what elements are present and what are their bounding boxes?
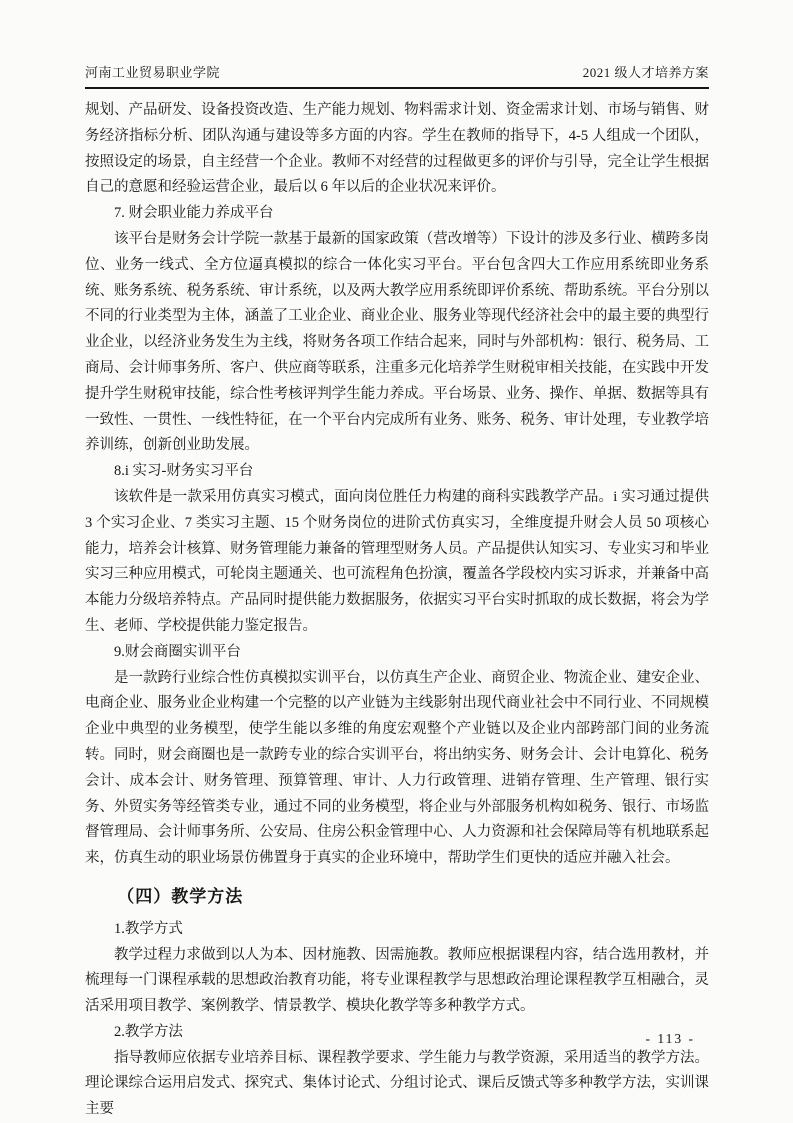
header-doc-title: 2021 级人才培养方案 (582, 65, 709, 80)
numbered-heading-7: 7. 财会职业能力养成平台 (114, 205, 274, 222)
paragraph-platform-9: 是一款跨行业综合性仿真模拟实训平台，以仿真生产企业、商贸企业、物流企业、建安企业、电商企业、服务业企业构建一个完整的以产业链为主线影射出现代商业社会中不同行业、不同规模企业中典型的业务模型，使学生能以多维的角度宏观整个产业链以及企业内部跨部门间的业务流转。同时，财会商圈也是一款跨专业的综合实训平台，将出纳实务、财务会计、会计电算化、税务会计、成本会计、财务管理、预算管理、审计、人力行政管理、进销存管理、生产管理、银行实务、外贸实务等经管类专业，通过不同的业务模型，将企业与外部服务机构如税务、银行、市场监督管理局、会计师事务所、公安局、住房公积金管理中心、人力资源和社会保障局等有机地联系起来，仿真生动的职业场景仿佛置身于真实的企业环境中，帮助学生们更快的适应并融入社会。 (85, 669, 709, 867)
numbered-heading-8: 8.i 实习-财务实习平台 (114, 463, 254, 480)
page-header (85, 62, 709, 89)
document-body (85, 98, 709, 1123)
paragraph-continued: 规划、产品研发、设备投资改造、生产能力规划、物料需求计划、资金需求计划、市场与销售、财务经济指标分析、团队沟通与建设等多方面的内容。学生在教师的指导下，4-5 人组成一个团队，按照设定的场景，自主经营一个企业。教师不对经营的过程做更多的评价与引导，完全让学生根据自己的意愿和经验运营企业，最后以 6 年以后的企业状况来评价。 (85, 102, 709, 196)
page-number: - 113 - (645, 1031, 695, 1046)
paragraph-platform-7: 该平台是财务会计学院一款基于最新的国家政策（营改增等）下设计的涉及多行业、横跨多岗位、业务一线式、全方位逼真模拟的综合一体化实习平台。平台包含四大工作应用系统即业务系统、账务系统、税务系统、审计系统，以及两大教学应用系统即评价系统、帮助系统。平台分别以不同的行业类型为主体，涵盖了工业企业、商业企业、服务业等现代经济社会中的最主要的典型行业企业，以经济业务发生为主线，将财务各项工作结合起来，同时与外部机构：银行、税务局、工商局、会计师事务所、客户、供应商等联系，注重多元化培养学生财税审相关技能，在实践中开发提升学生财税审技能，综合性考核评判学生能力养成。平台场景、业务、操作、单据、数据等具有一致性、一贯性、一线性特征，在一个平台内完成所有业务、账务、税务、审计处理，专业教学培养训练，创新创业助发展。 (85, 230, 709, 454)
section-heading-teaching-methods: （四）教学方法 (117, 886, 244, 906)
numbered-heading-2: 2.教学方法 (114, 1023, 183, 1040)
numbered-heading-1: 1.教学方式 (114, 920, 183, 937)
header-school-name: 河南工业贸易职业学院 (85, 65, 221, 80)
numbered-heading-9: 9.财会商圈实训平台 (114, 643, 241, 660)
paragraph-teaching-mode: 教学过程力求做到以人为本、因材施教、因需施教。教师应根据课程内容，结合选用教材，并梳理每一门课程承载的思想政治教育功能，将专业课程教学与思想政治理论课程教学互相融合，灵活采用项目教学、案例教学、情景教学、模块化教学等多种教学方式。 (85, 946, 709, 1015)
paragraph-platform-8: 该软件是一款采用仿真实习模式，面向岗位胜任力构建的商科实践教学产品。i 实习通过提供 3 个实习企业、7 类实习主题、15 个财务岗位的进阶式仿真实习，全维度提升财会人员 50 项核心能力，培养会计核算、财务管理能力兼备的管理型财务人员。产品提供认知实习、专业实习和毕业实习三种应用模式，可轮岗主题通关、也可流程角色扮演，覆盖各学段校内实习诉求，并兼备中高本能力分级培养特点。产品同时提供能力数据服务，依据实习平台实时抓取的成长数据，将会为学生、老师、学校提供能力鉴定报告。 (85, 488, 709, 634)
paragraph-teaching-method: 指导教师应依据专业培养目标、课程教学要求、学生能力与教学资源，采用适当的教学方法。理论课综合运用启发式、探究式、集体讨论式、分组讨论式、课后反馈式等多种教学方法，实训课主要 (85, 1049, 709, 1118)
